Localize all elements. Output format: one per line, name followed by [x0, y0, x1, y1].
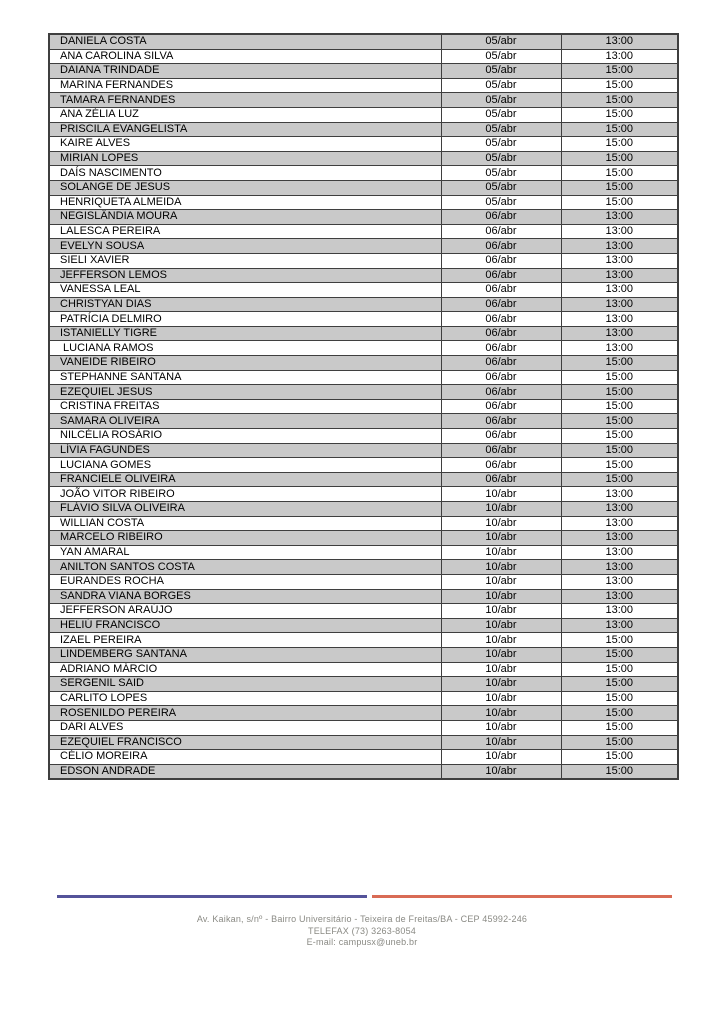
- footer-rule-orange: [372, 895, 672, 898]
- cell-name: EZEQUIEL FRANCISCO: [49, 735, 441, 750]
- table-row: [49, 210, 678, 225]
- table-row: [49, 93, 678, 108]
- cell-name: LUCIANA RAMOS: [49, 341, 441, 356]
- cell-time: 15:00: [561, 458, 678, 473]
- cell-time: 15:00: [561, 691, 678, 706]
- cell-date: 10/abr: [441, 545, 561, 560]
- cell-time: 15:00: [561, 677, 678, 692]
- cell-name: JEFFERSON LEMOS: [49, 268, 441, 283]
- cell-name: WILLIAN COSTA: [49, 516, 441, 531]
- cell-name: EDSON ANDRADE: [49, 764, 441, 779]
- cell-time: 15:00: [561, 107, 678, 122]
- cell-date: 10/abr: [441, 750, 561, 765]
- cell-date: 10/abr: [441, 677, 561, 692]
- cell-date: 06/abr: [441, 341, 561, 356]
- cell-time: 15:00: [561, 735, 678, 750]
- cell-time: 13:00: [561, 210, 678, 225]
- cell-date: 06/abr: [441, 399, 561, 414]
- cell-date: 05/abr: [441, 64, 561, 79]
- cell-time: 13:00: [561, 341, 678, 356]
- cell-time: 13:00: [561, 502, 678, 517]
- cell-date: 05/abr: [441, 195, 561, 210]
- cell-time: 13:00: [561, 326, 678, 341]
- cell-date: 10/abr: [441, 487, 561, 502]
- cell-time: 13:00: [561, 531, 678, 546]
- table-row: [49, 472, 678, 487]
- table-row: [49, 122, 678, 137]
- cell-name: FLÁVIO SILVA OLIVEIRA: [49, 502, 441, 517]
- cell-date: 10/abr: [441, 604, 561, 619]
- table-row: [49, 735, 678, 750]
- cell-time: 13:00: [561, 49, 678, 64]
- cell-time: 13:00: [561, 487, 678, 502]
- cell-time: 15:00: [561, 370, 678, 385]
- table-row: [49, 239, 678, 254]
- table-row: [49, 633, 678, 648]
- table-row: [49, 107, 678, 122]
- table-row: [49, 64, 678, 79]
- cell-date: 06/abr: [441, 210, 561, 225]
- cell-date: 10/abr: [441, 647, 561, 662]
- cell-time: 13:00: [561, 516, 678, 531]
- table-row: [49, 268, 678, 283]
- table-row: [49, 195, 678, 210]
- cell-name: PRISCILA EVANGELISTA: [49, 122, 441, 137]
- cell-time: 13:00: [561, 239, 678, 254]
- footer-address-line: Av. Kaikan, s/nº - Bairro Universitário - Teixeira de Freitas/BA - CEP 45992-246: [196, 914, 528, 924]
- cell-name: KAIRE ALVES: [49, 137, 441, 152]
- cell-date: 10/abr: [441, 735, 561, 750]
- footer: [0, 914, 724, 949]
- cell-name: SERGENIL SAID: [49, 677, 441, 692]
- table-row: [49, 151, 678, 166]
- cell-name: DAIANA TRINDADE: [49, 64, 441, 79]
- cell-name: TAMARA FERNANDES: [49, 93, 441, 108]
- cell-time: 13:00: [561, 224, 678, 239]
- table-row: [49, 750, 678, 765]
- cell-date: 05/abr: [441, 93, 561, 108]
- cell-date: 06/abr: [441, 370, 561, 385]
- table-row: [49, 326, 678, 341]
- cell-time: 15:00: [561, 151, 678, 166]
- cell-date: 06/abr: [441, 414, 561, 429]
- cell-name: NEGISLÂNDIA MOURA: [49, 210, 441, 225]
- cell-time: 15:00: [561, 429, 678, 444]
- table-row: [49, 560, 678, 575]
- footer-rule-blue: [57, 895, 367, 898]
- cell-date: 05/abr: [441, 151, 561, 166]
- cell-name: LALESCA PEREIRA: [49, 224, 441, 239]
- cell-name: ROSENILDO PEREIRA: [49, 706, 441, 721]
- cell-time: 15:00: [561, 472, 678, 487]
- cell-name: CARLITO LOPES: [49, 691, 441, 706]
- table-row: [49, 662, 678, 677]
- cell-name: ANILTON SANTOS COSTA: [49, 560, 441, 575]
- cell-time: 15:00: [561, 662, 678, 677]
- cell-time: 15:00: [561, 93, 678, 108]
- cell-time: 15:00: [561, 414, 678, 429]
- cell-date: 05/abr: [441, 122, 561, 137]
- cell-time: 15:00: [561, 647, 678, 662]
- table-row: [49, 574, 678, 589]
- cell-name: DAÍS NASCIMENTO: [49, 166, 441, 181]
- cell-name: YAN AMARAL: [49, 545, 441, 560]
- cell-date: 06/abr: [441, 297, 561, 312]
- cell-name: FRANCIELE OLIVEIRA: [49, 472, 441, 487]
- cell-date: 10/abr: [441, 618, 561, 633]
- table-row: [49, 34, 678, 49]
- cell-name: STEPHANNE SANTANA: [49, 370, 441, 385]
- cell-date: 06/abr: [441, 326, 561, 341]
- cell-time: 13:00: [561, 574, 678, 589]
- cell-date: 10/abr: [441, 574, 561, 589]
- cell-time: 15:00: [561, 385, 678, 400]
- table-row: [49, 356, 678, 371]
- cell-time: 13:00: [561, 253, 678, 268]
- table-row: [49, 166, 678, 181]
- cell-time: 15:00: [561, 750, 678, 765]
- cell-name: SIELI XAVIER: [49, 253, 441, 268]
- cell-time: 15:00: [561, 633, 678, 648]
- cell-date: 10/abr: [441, 516, 561, 531]
- cell-name: EZEQUIEL JESUS: [49, 385, 441, 400]
- cell-time: 13:00: [561, 312, 678, 327]
- cell-time: 15:00: [561, 764, 678, 779]
- cell-date: 10/abr: [441, 720, 561, 735]
- cell-name: EVELYN SOUSA: [49, 239, 441, 254]
- table-row: [49, 487, 678, 502]
- cell-name: IZAEL PEREIRA: [49, 633, 441, 648]
- cell-date: 06/abr: [441, 356, 561, 371]
- cell-time: 15:00: [561, 356, 678, 371]
- cell-time: 13:00: [561, 618, 678, 633]
- cell-date: 06/abr: [441, 458, 561, 473]
- cell-date: 06/abr: [441, 253, 561, 268]
- cell-name: DARI ALVES: [49, 720, 441, 735]
- cell-name: SAMARA OLIVEIRA: [49, 414, 441, 429]
- cell-time: 13:00: [561, 34, 678, 49]
- table-row: [49, 764, 678, 779]
- cell-time: 15:00: [561, 443, 678, 458]
- cell-time: 15:00: [561, 166, 678, 181]
- cell-name: CÉLIO MOREIRA: [49, 750, 441, 765]
- table-row: [49, 531, 678, 546]
- cell-date: 06/abr: [441, 429, 561, 444]
- cell-date: 05/abr: [441, 34, 561, 49]
- table-row: [49, 414, 678, 429]
- cell-date: 05/abr: [441, 180, 561, 195]
- cell-name: VANEIDE RIBEIRO: [49, 356, 441, 371]
- table-row: [49, 399, 678, 414]
- cell-date: 06/abr: [441, 472, 561, 487]
- footer-email-line: E-mail: campusx@uneb.br: [306, 937, 418, 947]
- cell-time: 15:00: [561, 122, 678, 137]
- cell-name: HELIÚ FRANCISCO: [49, 618, 441, 633]
- cell-date: 10/abr: [441, 691, 561, 706]
- table-row: [49, 429, 678, 444]
- cell-time: 15:00: [561, 706, 678, 721]
- cell-date: 06/abr: [441, 385, 561, 400]
- table-row: [49, 253, 678, 268]
- cell-date: 05/abr: [441, 137, 561, 152]
- table-row: [49, 502, 678, 517]
- footer-telefax-line: TELEFAX (73) 3263-8054: [308, 925, 416, 936]
- table-row: [49, 589, 678, 604]
- cell-name: JOÃO VITOR RIBEIRO: [49, 487, 441, 502]
- cell-time: 13:00: [561, 589, 678, 604]
- cell-date: 05/abr: [441, 78, 561, 93]
- cell-date: 06/abr: [441, 443, 561, 458]
- cell-name: MARCELO RIBEIRO: [49, 531, 441, 546]
- cell-date: 10/abr: [441, 560, 561, 575]
- table-row: [49, 283, 678, 298]
- cell-name: HENRIQUETA ALMEIDA: [49, 195, 441, 210]
- table-row: [49, 618, 678, 633]
- table-row: [49, 691, 678, 706]
- cell-name: PATRÍCIA DELMIRO: [49, 312, 441, 327]
- cell-date: 10/abr: [441, 531, 561, 546]
- cell-name: CHRISTYAN DIAS: [49, 297, 441, 312]
- cell-name: ADRIANO MÁRCIO: [49, 662, 441, 677]
- table-row: [49, 78, 678, 93]
- table-row: [49, 516, 678, 531]
- cell-time: 15:00: [561, 180, 678, 195]
- cell-name: MIRIAN LOPES: [49, 151, 441, 166]
- cell-name: DANIELA COSTA: [49, 34, 441, 49]
- cell-date: 10/abr: [441, 706, 561, 721]
- cell-time: 15:00: [561, 64, 678, 79]
- cell-date: 06/abr: [441, 312, 561, 327]
- cell-date: 06/abr: [441, 239, 561, 254]
- cell-date: 10/abr: [441, 764, 561, 779]
- cell-date: 06/abr: [441, 283, 561, 298]
- cell-time: 13:00: [561, 545, 678, 560]
- table-row: [49, 370, 678, 385]
- cell-date: 06/abr: [441, 268, 561, 283]
- cell-time: 15:00: [561, 78, 678, 93]
- table-row: [49, 706, 678, 721]
- table-row: [49, 677, 678, 692]
- table-row: [49, 312, 678, 327]
- cell-date: 06/abr: [441, 224, 561, 239]
- table-row: [49, 297, 678, 312]
- cell-name: MARINA FERNANDES: [49, 78, 441, 93]
- cell-date: 05/abr: [441, 107, 561, 122]
- cell-name: ANA CAROLINA SILVA: [49, 49, 441, 64]
- cell-name: ANA ZÉLIA LUZ: [49, 107, 441, 122]
- cell-time: 13:00: [561, 560, 678, 575]
- cell-time: 15:00: [561, 720, 678, 735]
- cell-name: ISTANIELLY TIGRE: [49, 326, 441, 341]
- cell-date: 10/abr: [441, 662, 561, 677]
- cell-name: VANESSA LEAL: [49, 283, 441, 298]
- cell-name: CRISTINA FREITAS: [49, 399, 441, 414]
- table-row: [49, 341, 678, 356]
- table-row: [49, 604, 678, 619]
- cell-time: 15:00: [561, 399, 678, 414]
- cell-date: 05/abr: [441, 49, 561, 64]
- table-row: [49, 647, 678, 662]
- cell-name: LUCIANA GOMES: [49, 458, 441, 473]
- cell-time: 13:00: [561, 268, 678, 283]
- table-row: [49, 458, 678, 473]
- cell-name: NILCÉLIA ROSÁRIO: [49, 429, 441, 444]
- table-row: [49, 137, 678, 152]
- cell-date: 10/abr: [441, 633, 561, 648]
- table-row: [49, 545, 678, 560]
- cell-time: 15:00: [561, 195, 678, 210]
- cell-date: 10/abr: [441, 589, 561, 604]
- cell-name: SOLANGE DE JESUS: [49, 180, 441, 195]
- cell-date: 05/abr: [441, 166, 561, 181]
- cell-time: 13:00: [561, 297, 678, 312]
- cell-date: 10/abr: [441, 502, 561, 517]
- schedule-table-body: [49, 34, 678, 779]
- cell-time: 13:00: [561, 283, 678, 298]
- table-row: [49, 720, 678, 735]
- table-row: [49, 180, 678, 195]
- cell-time: 15:00: [561, 137, 678, 152]
- table-row: [49, 443, 678, 458]
- table-row: [49, 385, 678, 400]
- table-row: [49, 224, 678, 239]
- table-row: [49, 49, 678, 64]
- cell-name: JEFFERSON ARAÚJO: [49, 604, 441, 619]
- schedule-table: [48, 33, 679, 780]
- cell-name: EURANDES ROCHA: [49, 574, 441, 589]
- cell-name: SANDRA VIANA BORGES: [49, 589, 441, 604]
- cell-name: LÍVIA FAGUNDES: [49, 443, 441, 458]
- cell-time: 13:00: [561, 604, 678, 619]
- cell-name: LINDEMBERG SANTANA: [49, 647, 441, 662]
